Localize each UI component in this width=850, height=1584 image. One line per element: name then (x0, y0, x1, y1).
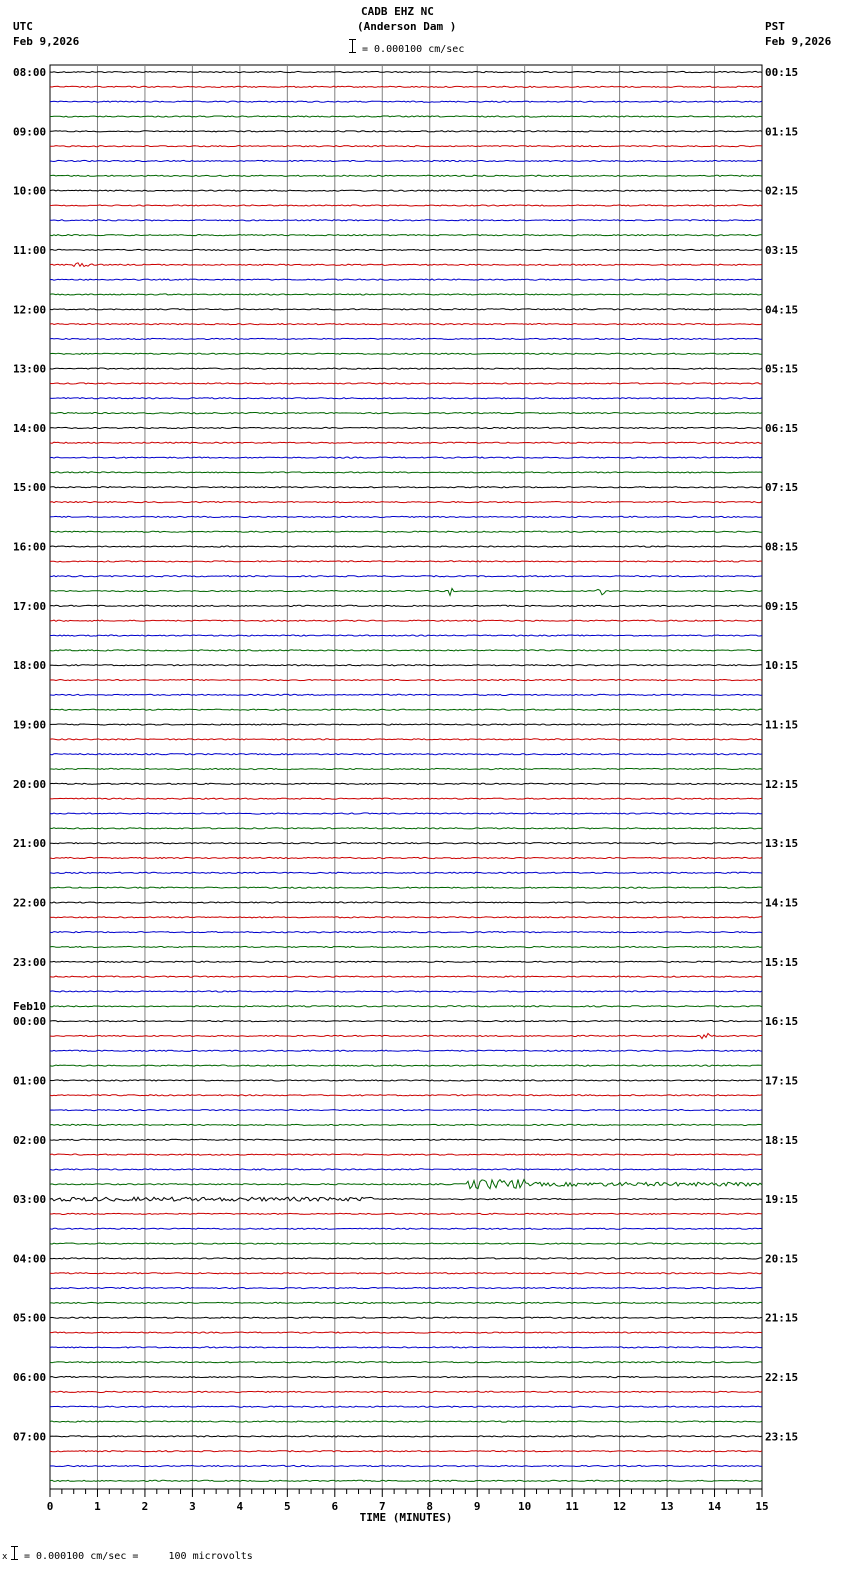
seismic-trace (50, 946, 762, 947)
seismic-trace (50, 1124, 762, 1125)
seismic-trace (50, 694, 762, 695)
seismic-trace (50, 146, 762, 147)
right-time-label: 01:15 (765, 125, 799, 139)
seismic-trace (50, 961, 762, 962)
seismic-trace (50, 531, 762, 532)
seismic-trace (50, 1197, 762, 1201)
x-tick-label: 8 (426, 1500, 434, 1513)
seismic-trace (50, 220, 762, 221)
left-time-label: 11:00 (13, 243, 47, 257)
footer-scale-prefix: x (2, 1552, 8, 1562)
right-time-label: 16:15 (765, 1015, 799, 1029)
seismic-trace (50, 160, 762, 161)
seismic-trace (50, 739, 762, 740)
x-tick-label: 13 (660, 1500, 674, 1513)
right-time-label: 23:15 (765, 1430, 799, 1444)
left-time-label: 04:00 (13, 1252, 47, 1266)
seismic-trace (50, 383, 762, 384)
seismic-trace (50, 620, 762, 621)
left-date: Feb 9,2026 (13, 35, 80, 48)
left-time-label: 07:00 (13, 1430, 47, 1444)
right-time-label: 14:15 (765, 896, 799, 910)
x-tick-label: 11 (565, 1500, 579, 1513)
x-tick-label: 10 (518, 1500, 532, 1513)
seismic-trace (50, 588, 762, 595)
seismic-trace (50, 798, 762, 799)
right-time-label: 19:15 (765, 1193, 799, 1207)
seismic-trace (50, 472, 762, 473)
plot-frame (50, 65, 762, 1489)
seismic-trace (50, 1180, 762, 1189)
seismic-trace (50, 709, 762, 710)
footer-scale-bar-icon (11, 1546, 18, 1560)
right-time-label: 09:15 (765, 599, 799, 613)
seismic-trace (50, 1228, 762, 1229)
seismic-trace (50, 116, 762, 117)
left-time-label: 16:00 (13, 540, 47, 554)
seismic-trace (50, 828, 762, 829)
left-time-label: 15:00 (13, 481, 47, 495)
seismic-trace (50, 1110, 762, 1111)
seismic-trace (50, 768, 762, 769)
left-time-label: 14:00 (13, 421, 47, 435)
seismic-trace (50, 1421, 762, 1422)
left-time-label: 00:00 (13, 1015, 47, 1029)
seismic-trace (50, 1258, 762, 1259)
right-time-label: 22:15 (765, 1371, 799, 1385)
seismic-trace (50, 605, 762, 606)
x-tick-label: 4 (236, 1500, 244, 1513)
right-time-label: 02:15 (765, 184, 799, 198)
seismic-trace (50, 724, 762, 725)
x-tick-label: 7 (378, 1500, 386, 1513)
seismic-trace (50, 101, 762, 102)
right-date: Feb 9,2026 (765, 35, 832, 48)
x-tick-label: 12 (612, 1500, 627, 1513)
seismic-trace (50, 1332, 762, 1333)
seismic-trace (50, 205, 762, 206)
seismic-trace (50, 1006, 762, 1007)
right-time-label: 12:15 (765, 777, 799, 791)
seismic-trace (50, 1095, 762, 1096)
x-tick-label: 5 (284, 1500, 291, 1513)
seismic-trace (50, 783, 762, 784)
seismic-trace (50, 1213, 762, 1214)
seismic-trace (50, 1376, 762, 1377)
seismic-trace (50, 1050, 762, 1051)
seismic-trace (50, 1065, 762, 1066)
x-tick-label: 1 (94, 1500, 101, 1513)
left-time-label: 18:00 (13, 659, 47, 673)
seismic-trace (50, 1391, 762, 1392)
station-title: CADB EHZ NC (361, 5, 434, 18)
seismic-trace (50, 1406, 762, 1407)
left-time-label: 02:00 (13, 1133, 47, 1147)
seismic-trace (50, 71, 762, 72)
seismic-trace (50, 1302, 762, 1303)
left-time-label: 13:00 (13, 362, 47, 376)
left-time-label: 20:00 (13, 777, 47, 791)
seismic-trace (50, 813, 762, 814)
seismic-trace (50, 263, 762, 267)
x-axis-label: TIME (MINUTES) (359, 1511, 453, 1524)
seismic-trace (50, 1480, 762, 1481)
seismic-trace (50, 190, 762, 191)
seismic-trace (50, 1139, 762, 1140)
right-time-label: 10:15 (765, 659, 799, 673)
seismic-trace (50, 650, 762, 651)
x-tick-label: 15 (755, 1500, 769, 1513)
seismic-trace (50, 991, 762, 992)
seismic-trace (50, 1362, 762, 1363)
seismic-trace (50, 353, 762, 354)
seismic-trace (50, 413, 762, 414)
left-time-label: 05:00 (13, 1311, 47, 1325)
seismic-trace (50, 442, 762, 443)
seismic-trace (50, 576, 762, 577)
x-tick-label: 0 (46, 1500, 54, 1513)
seismic-trace (50, 754, 762, 755)
seismic-trace (50, 1033, 762, 1038)
site-name: (Anderson Dam ) (357, 20, 457, 33)
seismic-trace (50, 1436, 762, 1437)
left-time-label: 06:00 (13, 1371, 47, 1385)
right-time-label: 13:15 (765, 837, 799, 851)
seismic-trace (50, 249, 762, 250)
right-time-label: 21:15 (765, 1311, 799, 1325)
right-time-label: 20:15 (765, 1252, 799, 1266)
seismic-trace (50, 932, 762, 933)
seismic-trace (50, 279, 762, 280)
left-time-label: 17:00 (13, 599, 47, 613)
seismic-trace (50, 1273, 762, 1274)
seismic-trace (50, 917, 762, 918)
right-time-label: 05:15 (765, 362, 799, 376)
x-tick-label: 6 (331, 1500, 339, 1513)
seismic-trace (50, 1154, 762, 1155)
left-date-label: Feb10 (13, 1000, 47, 1014)
seismic-trace (50, 857, 762, 858)
right-time-label: 18:15 (765, 1133, 799, 1147)
left-timezone: UTC (13, 20, 33, 33)
x-tick-label: 2 (141, 1500, 149, 1513)
seismic-trace (50, 887, 762, 888)
seismic-trace (50, 427, 762, 428)
seismic-trace (50, 665, 762, 666)
left-time-label: 09:00 (13, 125, 47, 139)
seismic-trace (50, 324, 762, 325)
scale-bar-icon (349, 39, 356, 53)
seismic-trace (50, 1243, 762, 1244)
right-time-label: 08:15 (765, 540, 799, 554)
seismic-trace (50, 1451, 762, 1452)
right-time-label: 07:15 (765, 481, 799, 495)
left-time-label: 23:00 (13, 955, 47, 969)
seismic-trace (50, 679, 762, 680)
right-time-label: 04:15 (765, 303, 799, 317)
scale-legend: = 0.000100 cm/sec (362, 44, 465, 55)
seismic-trace (50, 843, 762, 844)
seismic-trace (50, 502, 762, 503)
right-time-label: 11:15 (765, 718, 799, 732)
right-timezone: PST (765, 20, 785, 33)
x-tick-label: 14 (707, 1500, 722, 1513)
left-time-label: 22:00 (13, 896, 47, 910)
seismic-trace (50, 175, 762, 176)
seismic-trace (50, 1080, 762, 1081)
x-tick-label: 3 (189, 1500, 196, 1513)
seismic-trace (50, 1021, 762, 1022)
seismic-trace (50, 561, 762, 562)
seismic-trace (50, 1317, 762, 1318)
seismic-trace (50, 1347, 762, 1348)
seismic-trace (50, 1465, 762, 1466)
seismic-trace (50, 902, 762, 903)
seismic-trace (50, 516, 762, 517)
left-time-label: 03:00 (13, 1193, 47, 1207)
left-time-label: 21:00 (13, 837, 47, 851)
footer-scale-legend: = 0.000100 cm/sec = 100 microvolts (24, 1551, 253, 1562)
seismic-trace (50, 86, 762, 87)
seismic-trace (50, 872, 762, 873)
right-time-label: 15:15 (765, 955, 799, 969)
seismic-trace (50, 368, 762, 369)
seismic-trace (50, 309, 762, 310)
seismic-trace (50, 1169, 762, 1170)
seismic-trace (50, 976, 762, 977)
right-time-label: 03:15 (765, 243, 799, 257)
left-time-label: 12:00 (13, 303, 47, 317)
right-time-label: 17:15 (765, 1074, 799, 1088)
seismic-trace (50, 398, 762, 399)
left-time-label: 10:00 (13, 184, 47, 198)
left-time-label: 01:00 (13, 1074, 47, 1088)
seismic-trace (50, 457, 762, 458)
left-time-label: 19:00 (13, 718, 47, 732)
seismic-trace (50, 487, 762, 488)
seismic-trace (50, 1288, 762, 1289)
left-time-label: 08:00 (13, 66, 47, 79)
seismic-trace (50, 546, 762, 547)
seismic-trace (50, 131, 762, 132)
seismic-trace (50, 235, 762, 236)
right-time-label: 06:15 (765, 421, 799, 435)
right-time-label: 00:15 (765, 66, 799, 79)
x-tick-label: 9 (473, 1500, 481, 1513)
seismic-trace (50, 635, 762, 636)
seismic-trace (50, 338, 762, 339)
seismic-trace (50, 294, 762, 295)
